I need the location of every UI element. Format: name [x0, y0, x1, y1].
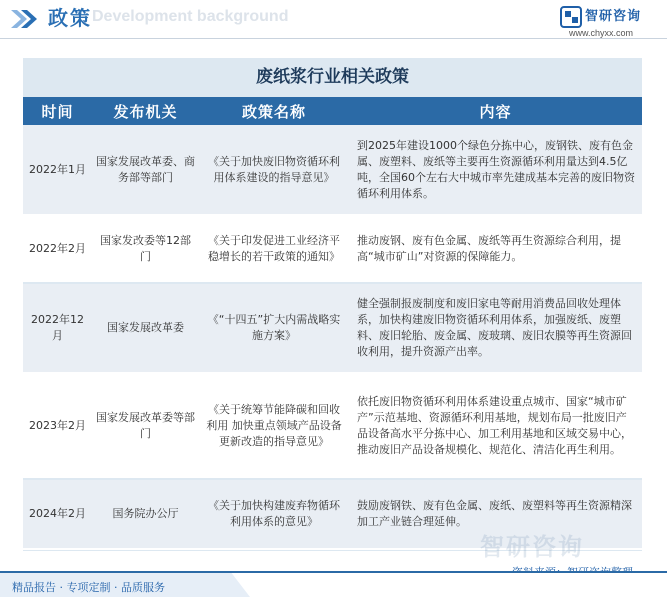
- cell-time: 2023年2月: [23, 373, 92, 479]
- cell-org: 国家发展改革委、商务部等部门: [92, 125, 199, 215]
- header-divider: [0, 38, 667, 39]
- cell-org: 国家发展改革委等部门: [92, 373, 199, 479]
- table-row: [23, 215, 642, 283]
- cell-content: 到2025年建设1000个绿色分拣中心，废钢铁、废有色金属、废塑料、废纸等主要再生资源循环利用量达到4.5亿吨，全国60个左右大中城市率先建成基本完善的废旧物资循环利用体系。: [349, 125, 642, 215]
- cell-time: 2024年2月: [23, 479, 92, 549]
- cell-time: 2022年1月: [23, 125, 92, 215]
- cell-time: 2022年2月: [23, 215, 92, 283]
- cell-policy-name: 《关于印发促进工业经济平稳增长的若干政策的通知》: [199, 215, 349, 283]
- cell-content: 依托废旧物资循环利用体系建设重点城市、国家“城市矿产”示范基地、资源循环利用基地，规划布局一批废旧产品设备高水平分拣中心、加工利用基地和区域交易中心，推动废旧产品设备规模化、规范化、清洁化再生利用。: [349, 373, 642, 479]
- table-row: [23, 125, 642, 215]
- watermark: 智研咨询: [480, 533, 584, 561]
- policy-table: [23, 97, 642, 550]
- cell-policy-name: 《关于加快构建废弃物循环利用体系的意见》: [199, 479, 349, 549]
- cell-org: 国务院办公厅: [92, 479, 199, 549]
- column-header-time: 时间: [23, 97, 92, 125]
- cell-org: 国家发改委等12部门: [92, 215, 199, 283]
- footer-slogan: 精品报告 · 专项定制 · 品质服务: [12, 581, 165, 594]
- table-row: [23, 373, 642, 479]
- table-row: [23, 283, 642, 373]
- brand-url[interactable]: www.chyxx.com: [569, 28, 634, 38]
- column-header-content: 内容: [349, 97, 642, 125]
- table-title: 废纸浆行业相关政策: [256, 67, 409, 87]
- brand-name: 智研咨询: [585, 9, 642, 24]
- header-background-text: Development background: [92, 8, 289, 25]
- cell-content: 推动废钢、废有色金属、废纸等再生资源综合利用，提高“城市矿山”对资源的保障能力。: [349, 215, 642, 283]
- table-header-row: [23, 97, 642, 125]
- double-chevron-icon: [9, 8, 39, 30]
- cell-policy-name: 《关于统筹节能降碳和回收利用 加快重点领域产品设备更新改造的指导意见》: [199, 373, 349, 479]
- column-header-org: 发布机关: [92, 97, 199, 125]
- page-title: 政策: [48, 6, 92, 30]
- brand-logo-icon: [560, 6, 582, 28]
- column-header-name: 政策名称: [199, 97, 349, 125]
- cell-content: 鼓励废钢铁、废有色金属、废纸、废塑料等再生资源精深加工产业链合理延伸。: [349, 479, 642, 549]
- cell-policy-name: 《“十四五”扩大内需战略实施方案》: [199, 283, 349, 373]
- cell-time: 2022年12月: [23, 283, 92, 373]
- cell-policy-name: 《关于加快废旧物资循环利用体系建设的指导意见》: [199, 125, 349, 215]
- policy-table-panel: [23, 58, 642, 551]
- cell-content: 健全强制报废制度和废旧家电等耐用消费品回收处理体系，加快构建废旧物资循环利用体系，加强废纸、废塑料、废旧轮胎、废金属、废玻璃、废旧农膜等再生资源回收利用，提升资源产出率。: [349, 283, 642, 373]
- page-header: [0, 0, 667, 40]
- cell-org: 国家发展改革委: [92, 283, 199, 373]
